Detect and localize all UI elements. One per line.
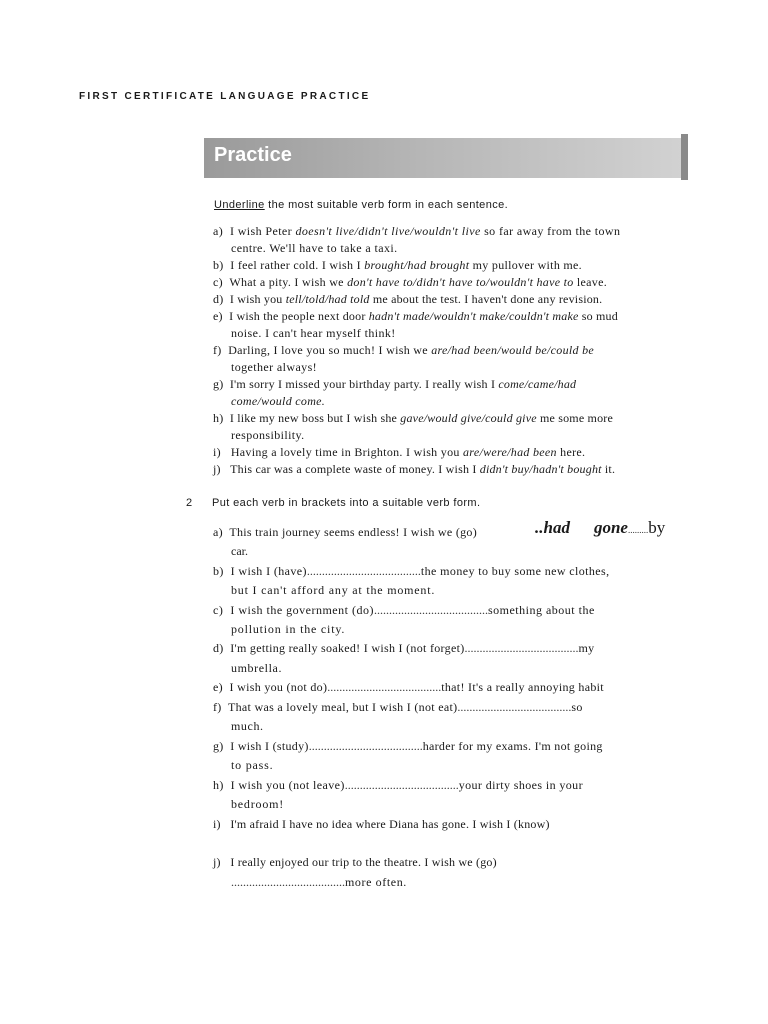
- item-label: e): [213, 309, 223, 323]
- verb-options: hadn't made/wouldn't make/couldn't make: [368, 309, 579, 323]
- answer-blank[interactable]: ......................................: [464, 641, 579, 655]
- s1-item-f-cont: together always!: [231, 360, 318, 374]
- item-text: I wish I (study): [230, 739, 309, 753]
- item-text: I like my new boss but I wish she: [229, 411, 401, 425]
- section2-number: 2: [186, 497, 193, 509]
- item-label: g): [213, 377, 224, 391]
- s2-item-e: [213, 680, 604, 694]
- verb-options: don't have to/didn't have to/wouldn't have to: [347, 275, 574, 289]
- item-text: harder for my exams. I'm not going: [422, 739, 603, 753]
- item-text: the money to buy some new clothes,: [420, 564, 610, 578]
- s2-item-i: [213, 817, 550, 831]
- verb-options: are/had been/would be/could be: [431, 343, 595, 357]
- verb-options: come/came/had: [498, 377, 577, 391]
- verb-options: doesn't live/didn't live/wouldn't live: [295, 224, 481, 238]
- s1-item-e-cont: noise. I can't hear myself think!: [231, 326, 396, 340]
- item-text: something about the: [487, 603, 595, 617]
- answer-word: by: [648, 518, 666, 537]
- item-text: This car was a complete waste of money. I wish I: [230, 462, 480, 476]
- verb-options: are/were/had been: [463, 445, 557, 459]
- answer-dots: .........: [627, 525, 649, 535]
- item-text: more often.: [345, 875, 407, 889]
- item-text: so far away from the town: [480, 224, 621, 238]
- item-text: it.: [601, 462, 616, 476]
- s1-item-h: [213, 411, 613, 425]
- s2-item-a: [213, 525, 477, 539]
- answer-blank[interactable]: ......................................: [373, 603, 488, 617]
- item-label: b): [213, 564, 224, 578]
- verb-options: gave/would give/could give: [400, 411, 537, 425]
- s1-item-g-cont: come/would come.: [231, 394, 326, 408]
- s1-item-j: [213, 462, 615, 476]
- item-text: That was a lovely meal, but I wish I (not eat): [227, 700, 458, 714]
- s2-item-j-cont: [231, 875, 407, 889]
- item-text: I wish you (not leave): [230, 778, 345, 792]
- answer-blank[interactable]: ......................................: [231, 875, 345, 889]
- item-label: f): [213, 343, 222, 357]
- s1-item-i: [213, 445, 585, 459]
- section2-instruction: Put each verb in brackets into a suitable verb form.: [212, 497, 481, 509]
- item-text: so mud: [578, 309, 618, 323]
- item-label: c): [213, 603, 224, 617]
- item-label: j): [213, 462, 221, 476]
- item-label: c): [213, 275, 223, 289]
- s2-item-h: [213, 778, 583, 792]
- item-label: i): [213, 817, 221, 831]
- item-text: I wish I (have): [230, 564, 307, 578]
- s2-item-c-cont: pollution in the city.: [231, 622, 346, 636]
- item-text: your dirty shoes in your: [458, 778, 583, 792]
- item-text: I wish you: [229, 292, 286, 306]
- verb-options: brought/had brought: [364, 258, 470, 272]
- item-label: d): [213, 292, 224, 306]
- s2-item-g: [213, 739, 603, 753]
- s1-item-g: [213, 377, 576, 391]
- item-label: a): [213, 525, 223, 539]
- s2-item-a-cont: car.: [231, 544, 248, 558]
- item-text: I'm sorry I missed your birthday party. I really wish I: [229, 377, 499, 391]
- s1-item-h-cont: responsibility.: [231, 428, 305, 442]
- section1-instruction: [214, 199, 508, 211]
- s2-item-h-cont: bedroom!: [231, 797, 285, 811]
- s1-item-b: [213, 258, 582, 272]
- item-text: I wish the people next door: [229, 309, 369, 323]
- item-text: leave.: [573, 275, 608, 289]
- item-label: j): [213, 855, 221, 869]
- instruction-text: the most suitable verb form in each sentence.: [264, 199, 509, 211]
- s2-item-b: [213, 564, 610, 578]
- item-text: This train journey seems endless! I wish we (go): [229, 525, 478, 539]
- banner-title: Practice: [214, 144, 292, 166]
- item-text: so: [571, 700, 583, 714]
- answer-blank[interactable]: ......................................: [308, 739, 423, 753]
- verb-options: didn't buy/hadn't bought: [479, 462, 602, 476]
- s1-item-f: [213, 343, 594, 357]
- item-label: a): [213, 224, 224, 238]
- item-text: I'm getting really soaked! I wish I (not forget): [230, 641, 465, 655]
- item-text: here.: [556, 445, 586, 459]
- item-label: b): [213, 258, 224, 272]
- item-text: me about the test. I haven't done any revision.: [369, 292, 603, 306]
- answer-word: ..had: [535, 518, 570, 537]
- banner-edge: [681, 134, 688, 180]
- item-label: g): [213, 739, 224, 753]
- item-text: that! It's a really annoying habit: [441, 680, 604, 694]
- answer-blank[interactable]: ......................................: [344, 778, 459, 792]
- item-label: f): [213, 700, 222, 714]
- item-label: e): [213, 680, 223, 694]
- item-text: me some more: [536, 411, 614, 425]
- item-text: Having a lovely time in Brighton. I wish you: [230, 445, 463, 459]
- s2-item-d-cont: umbrella.: [231, 661, 283, 675]
- instruction-underlined-word: Underline: [214, 199, 265, 211]
- s1-item-a: [213, 224, 620, 238]
- s2-item-c: [213, 603, 595, 617]
- s2-item-g-cont: to pass.: [231, 758, 274, 772]
- s2-item-f-cont: much.: [231, 719, 264, 733]
- item-text: I wish the government (do): [230, 603, 374, 617]
- item-label: h): [213, 411, 224, 425]
- s2-item-j: [213, 855, 497, 869]
- s2-item-f: [213, 700, 583, 714]
- s1-item-a-cont: centre. We'll have to take a taxi.: [231, 241, 398, 255]
- item-label: i): [213, 445, 221, 459]
- item-text: I feel rather cold. I wish I: [230, 258, 365, 272]
- running-header: FIRST CERTIFICATE LANGUAGE PRACTICE: [79, 91, 371, 102]
- s1-item-e: [213, 309, 618, 323]
- item-text: I wish you (not do): [229, 680, 328, 694]
- handwritten-answer: [535, 518, 665, 538]
- answer-blank[interactable]: ......................................: [306, 564, 421, 578]
- answer-word: gone: [593, 518, 628, 537]
- item-text: I wish Peter: [229, 224, 296, 238]
- item-text: Darling, I love you so much! I wish we: [228, 343, 432, 357]
- item-text: my: [578, 641, 595, 655]
- item-text: I really enjoyed our trip to the theatre. I wish we (go): [230, 855, 497, 869]
- item-text: What a pity. I wish we: [229, 275, 348, 289]
- s1-item-d: [213, 292, 602, 306]
- item-text: my pullover with me.: [469, 258, 582, 272]
- item-text: I'm afraid I have no idea where Diana has gone. I wish I (know): [230, 817, 550, 831]
- s2-item-b-cont: but I can't afford any at the moment.: [231, 583, 436, 597]
- item-label: h): [213, 778, 224, 792]
- verb-options: tell/told/had told: [285, 292, 370, 306]
- item-label: d): [213, 641, 224, 655]
- s1-item-c: [213, 275, 607, 289]
- s2-item-d: [213, 641, 594, 655]
- answer-blank[interactable]: ......................................: [327, 680, 442, 694]
- answer-blank[interactable]: ......................................: [457, 700, 572, 714]
